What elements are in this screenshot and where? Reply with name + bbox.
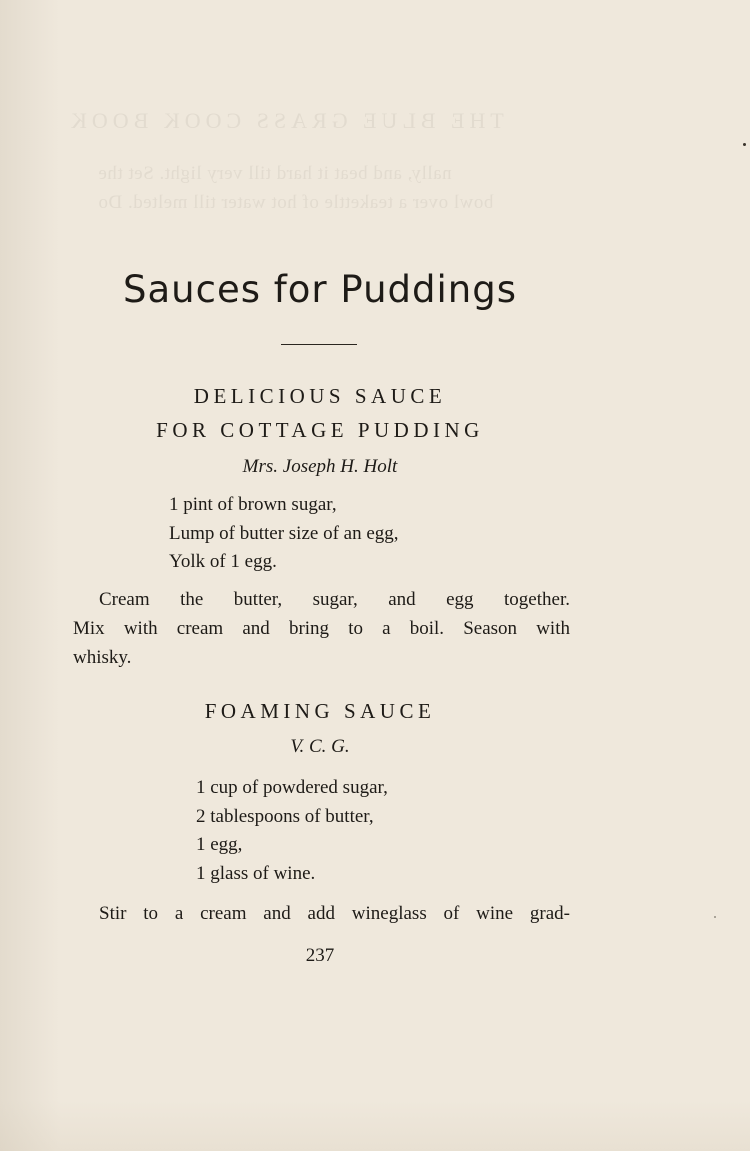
ingredient-item: 1 cup of powdered sugar,: [196, 777, 388, 798]
page-title: Sauces for Puddings: [123, 268, 517, 311]
instructions-line: Stir to a cream and add wineglass of wine grad-: [99, 903, 570, 924]
instructions-line: whisky.: [73, 647, 132, 668]
instructions-line: Cream the butter, sugar, and egg together.: [99, 589, 570, 610]
recipe-attribution: V. C. G.: [290, 736, 350, 757]
paper-speck: [714, 916, 716, 918]
instructions-line: Mix with cream and bring to a boil. Season with: [73, 618, 570, 639]
recipe-heading-line: FOAMING SAUCE: [204, 699, 436, 723]
ingredient-item: 2 tablespoons of butter,: [196, 805, 374, 827]
recipe-heading-line: DELICIOUS SAUCE: [193, 384, 447, 408]
recipe-instructions: [73, 899, 570, 928]
show-through-running-head: THE BLUE GRASS COOK BOOK: [66, 108, 504, 133]
recipe-instructions: [73, 585, 570, 672]
recipe-attribution: Mrs. Joseph H. Holt: [242, 456, 398, 477]
title-divider: [281, 344, 357, 345]
show-through-line: nally, and beat it hard till very light. Set the: [98, 163, 452, 184]
ingredient-item: Lump of butter size of an egg,: [169, 522, 399, 544]
ingredient-item: 1 egg,: [196, 834, 243, 855]
page-number: 237: [305, 945, 335, 966]
paper-speck: [743, 143, 746, 146]
ingredient-item: 1 glass of wine.: [196, 862, 316, 884]
recipe-heading-line: FOR COTTAGE PUDDING: [156, 418, 484, 442]
ingredient-list: [169, 491, 399, 577]
ingredient-item: Yolk of 1 egg.: [169, 551, 277, 572]
ingredient-list: [196, 774, 388, 888]
show-through-line: bowl over a teakettle of hot water till melted. Do: [98, 192, 494, 213]
ingredient-item: 1 pint of brown sugar,: [169, 494, 337, 515]
